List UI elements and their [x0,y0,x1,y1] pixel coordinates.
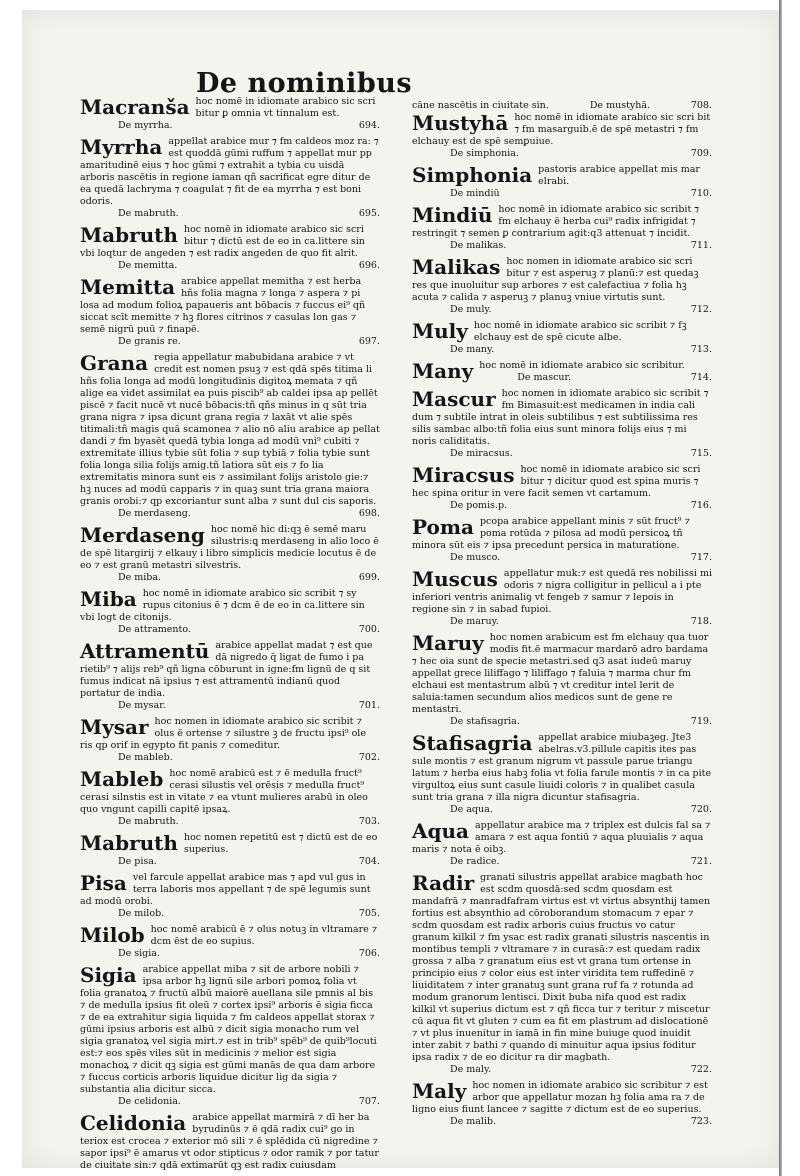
entry-text: hoc nomen repetitū est ⁊ dictū est de eo superius. [183,832,378,855]
entry-number: 710. [690,188,712,199]
cross-reference: De simphonia. [450,148,519,159]
entry-text: hoc nomē arabicū est ⁊ ē medulla fruct⁹ cerasi silustis vel orēsis ⁊ medulla fruct⁹ cerasi silnstis est in vitate ⁊ ea vtunt mulieres arabū in oleo quo vngunt capilli capitē ipsaꝝ. [80,768,368,815]
entry-number: 696. [358,260,380,271]
entry-body [412,732,712,804]
entry-headword: Macranša [80,95,190,119]
cross-reference: De muly. [450,304,492,315]
entry-body [80,588,380,624]
cross-reference: De mabruth. [118,208,179,219]
entry-footer [412,616,712,628]
entry-headword: Merdaseng [80,523,205,547]
entry-headword: Mustyhā [412,111,509,135]
entry-text: pcopa arabice appellant minis ⁊ sūt fruct⁹ ⁊ poma rotūda ⁊ pilosa ad modū persicoꝝ tñ minora sūt eis ⁊ ipsa precedunt persica in maturatione. [412,516,690,551]
entry-headword: Miba [80,587,137,611]
entry-body [80,872,380,908]
entry-body [412,112,712,148]
entry-headword: Stafisagria [412,731,533,755]
entry-text: hoc nomen in idiomate arabico sic scri bitur ⁊ est asperuꝫ ⁊ planū:⁊ est quedaꝫ res que inuoluitur sup arbores ⁊ est calefactiua ⁊ folia hꝫ acuta ⁊ calida ⁊ asperuꝫ ⁊ planuꝫ vniue virtutis sunt. [412,256,699,303]
cross-reference: De granis re. [118,336,181,347]
entry-headword: Sigia [80,963,137,987]
entry-text: hoc nomē in idiomate arabico sic scri bitur ⁊ dictū est de eo in ca.littere sin vbi loqtur de angeden ⁊ est radix angeden de quo fit alrit. [80,224,365,259]
entry-headword: Mindiū [412,203,493,227]
entry-text: hoc nomē in idiomate arabico sic scri bitur ꝑ omnia vt tinnalum est. [195,96,376,119]
entry-text: hoc nomē in idiomate arabico sic scri bitur ⁊ dicitur quod est spina muris ⁊ hec spina oritur in vere facit semen vt cartamum. [412,464,701,499]
entry-footer [80,336,380,348]
left-column [80,96,380,1176]
dictionary-entry [80,224,380,272]
cross-reference: De malib. [450,1116,497,1127]
cross-reference: De malikas. [450,240,507,251]
cross-reference: De sigia. [118,948,160,959]
dictionary-entry [80,832,380,868]
entry-text: arabice appellat miba ⁊ sit de arbore nobili ⁊ ipsa arbor hꝫ lignū sile arbori pomoꝝ folia vt folia granatoꝝ ⁊ fructū albū maiorē auellana sile pmnis al bis ⁊ de medulla ipsius fit oleū ⁊ cortex ipsi⁹ arboris ē sigia ficca ⁊ de ea extrahitur sigia liquida ⁊ fm caldeos appellat storax ⁊ gūmi ipsius arboris est albū ⁊ dicit sigia monacho rum vel sigia granatoꝝ vel sigia mirt.⁊ est in trib⁹ spēb⁹ de quib⁹locuti est:⁊ eos spēs viles sūt in medicinis ⁊ melior est sigia monachoꝝ ⁊ dicit qꝫ sigia est gūmi manās de qua dam arbore ⁊ fuccus corticis arboris liquidue dicitur lig da sigia ⁊ substantia alia dicitur sicca. [80,964,377,1095]
entry-footer [412,304,712,316]
dictionary-entry [80,716,380,764]
entry-body [80,832,380,856]
entry-body [412,568,712,616]
dictionary-entry [412,516,712,564]
cross-reference: De miracsus. [450,448,513,459]
entry-number: 702. [358,752,380,763]
entry-text: arabice appellat marmirā ⁊ dī her ba byrudinūs ⁊ ē qdā radix cui⁹ go in teriox est crocea ⁊ exterior mō sili ⁊ ē splēdida cū nigredine ⁊ sapor ipsi⁹ ē amarus vt odor stipticus ⁊ odor ramik ⁊ por tatur de ciuitate sin:⁊ qdā extimarūt qꝫ est radix cuiusdam [80,1112,379,1171]
cross-reference: De attramento. [118,624,191,635]
entry-footer [412,552,712,564]
entry-text: hoc nomē in idiomate arabico sic scribitur. [479,360,685,371]
entry-headword: Radir [412,871,475,895]
entry-body [412,204,712,240]
entry-headword: Grana [80,351,149,375]
entry-number: 695. [358,208,380,219]
entry-body [80,924,380,948]
entry-body [80,964,380,1096]
dictionary-entry [412,360,712,384]
entry-text: hoc nomē arabicū ē ⁊ olus notuꝫ in vltramare ⁊ dcm ēst de eo supius. [150,924,378,947]
entry-footer [80,508,380,520]
entry-number: 700. [358,624,380,635]
entry-footer [412,148,712,160]
cross-reference: De musco. [450,552,501,563]
entry-footer [80,208,380,220]
cross-reference: De pisa. [118,856,157,867]
entry-footer [80,260,380,272]
dictionary-entry [412,112,712,160]
dictionary-entry [80,768,380,828]
entry-number: 716. [690,500,712,511]
entry-number: 718. [690,616,712,627]
entry-body [412,820,712,856]
entry-body [80,352,380,508]
entry-number: 717. [690,552,712,563]
dictionary-entry [412,388,712,460]
dictionary-entry [80,640,380,712]
entry-text: appellat arabice miubaꝫeg. Jte3 abelras.v3.pillule capitis ites pas sule montis ⁊ est granum nigrum vt passule parue triangu latum ⁊ herba eius habꝫ folia vt folia farule montis ⁊ in ca pite virgultoꝝ eius sunt casule liuidi coloris ⁊ in qualibet casula sunt tria grana ⁊ illa nigra dicuntur stafisagria. [412,732,712,803]
page-header: De nominibus [196,68,413,99]
entry-text: arabice appellat madat ⁊ est que dā nigredo q̄ ligat de fumo i pa rietib⁹ ⁊ alijs reb⁹ qñ ligna cōburunt in igne:fm lignū de q sit fumus indicat nā ipsius ⁊ est attramentū indianū quod portatur de india. [80,640,373,699]
entry-text: appellatur muk:⁊ est quedā res nobilissi mi odoris ⁊ nigra colligitur in pellicul a i pte inferiori ventris animaliꝯ vt fengeb ⁊ samur ⁊ lepois in regione sin ⁊ in sabad fupioi. [412,568,713,615]
entry-body [412,164,712,188]
entry-body [80,1112,380,1172]
entry-number: 721. [690,856,712,867]
cross-reference: De many. [450,344,495,355]
entry-number: 707. [358,1096,380,1107]
entry-footer [80,624,380,636]
entry-body [412,388,712,448]
entry-text: hoc nomen in idiomate arabico sic scribit ⁊ olus ē ortense ⁊ silustre ꝫ de fructu ipsi⁹ ole ris qp orif in egypto fit panis ⁊ comeditur. [80,716,366,751]
entry-text: hoc nomē hic di:qꝫ ē semē maru silustris:ꝗ merdaseng in alio loco ē de spē litargirij ⁊ elkauy i libro simplicis medicie locutus ē de eo ⁊ est granū metastri silvestris. [80,524,379,571]
entry-footer [80,948,380,960]
entry-body [412,256,712,304]
cross-reference: De radice. [450,856,500,867]
entry-footer [412,448,712,460]
entry-headword: Maruy [412,631,484,655]
entry-text: pastoris arabice appellat mis mar elrabi. [538,164,700,187]
entry-footer [412,856,712,868]
entry-body [412,320,712,344]
entry-headword: Mableb [80,767,164,791]
entry-headword: Milob [80,923,145,947]
cross-reference: De mableb. [118,752,173,763]
dictionary-entry [80,352,380,520]
entry-footer [412,1116,712,1128]
entry-body [412,516,712,552]
entry-headword: Many [412,359,474,383]
entry-number: 720. [690,804,712,815]
entry-number: 723. [690,1116,712,1127]
entry-body [412,872,712,1064]
entry-number: 714. [690,372,712,383]
entry-footer [412,716,712,728]
cross-reference: De mabruth. [118,816,179,827]
dictionary-entry [412,320,712,356]
dictionary-entry [80,96,380,132]
entry-number: 713. [690,344,712,355]
entry-body [80,224,380,260]
cross-reference: De mindiū [450,188,500,199]
entry-footer [80,856,380,868]
dictionary-entry [80,1112,380,1172]
entry-text: hoc nomen arabicum est fm elchauy qua tuor modis fit.ē marmacur mardarō adro bardama ⁊ hec oia sunt de specie metastri.sed q3 asat iudeū maruy appellat grece liliffago ⁊ liliffago ⁊ faluia ⁊ marma chur fm elchaui est mentastrum albū ⁊ vt creditur intel lerit de saluia:tamen secundum alios medicos sunt de gene re mentastri. [412,632,709,715]
entry-text: hoc nomen in idiomate arabico sic scribitur ⁊ est arbor que appellatur mozan hꝫ folia ama ra ⁊ de ligno eius fiunt lancee ⁊ sagitte ⁊ dictum est de eo superius. [412,1080,708,1115]
entry-footer [412,188,712,200]
cross-reference: De memitta. [118,260,178,271]
dictionary-entry [80,588,380,636]
entry-footer [412,344,712,356]
dictionary-entry [412,820,712,868]
entry-text: granati silustris appellat arabice magbath hoc est scdm quosdā:sed scdm quosdam est mandafrā ⁊ manradfafram virtus est vt virtus absynthij tamen fortius est absynthio ad cōroborandum stomacum ⁊ epar ⁊ scdm quosdam est radix arboris cuius fructus vo catur granum kilkil ⁊ fm ysac est radix granati silustris nascentis in montibus templi ⁊ vltramare ⁊ in curasā:⁊ est quedam radix grossa ⁊ alba ⁊ granatum eius est vt grana tum ortense in principio eius ⁊ color eius est inter viridita tem ruffedinē ⁊ liuiditatem ⁊ inter granatuꝫ sunt grana ruf fa ⁊ rotunda ad modum granorum lentisci. Dixit buba nifa quod est radix kilkil vt superius dictum est ⁊ qñ ficca tur ⁊ teritur ⁊ miscetur cū aqua fit vt gluten ⁊ cum ea fit em plastrum ad dislocationē ⁊ vt plus inuenitur in iamā in fin mine buiuge quod inuidit inter zabit ⁊ bathi ⁊ quando di minuitur aqua ipsius foditur ipsa radix ⁊ de eo dicitur ra dir magbath. [412,872,711,1063]
cross-reference: De mascur. [517,372,572,383]
entry-headword: Muly [412,319,468,343]
dictionary-entry [80,136,380,220]
entry-body [80,96,380,120]
cross-reference: De stafisagria. [450,716,520,727]
right-column [412,100,712,1132]
cross-reference: De mustyhā. [589,100,651,111]
entry-footer [80,572,380,584]
dictionary-entry [80,924,380,960]
dictionary-entry [80,964,380,1108]
entry-footer [412,500,712,512]
entry-headword: Miracsus [412,463,515,487]
entry-body [412,632,712,716]
entry-number: 694. [358,120,380,131]
cross-reference: De merdaseng. [118,508,191,519]
entry-headword: Mysar [80,715,149,739]
entry-footer [80,120,380,132]
entry-body [80,136,380,208]
entry-number: 711. [690,240,712,251]
cross-reference: De maly. [450,1064,492,1075]
entry-number: 709. [690,148,712,159]
cross-reference: De milob. [118,908,165,919]
entry-text: vel farcule appellat arabice mas ⁊ apd vul gus in terra laboris mos appellant ⁊ de spē legumis sunt ad modū orobi. [80,872,371,907]
entry-footer [80,908,380,920]
entry-headword: Simphonia [412,163,533,187]
entry-text: hoc nomē in idiomate arabico sic scribit ⁊ fꝫ elchauy est de spē cicute albe. [473,320,687,343]
entry-footer [80,700,380,712]
entry-text: appellat arabice mur ⁊ fm caldeos moz ra: ⁊ est quoddā gūmi ruffum ⁊ appellat mur pp amaritudinē eius ⁊ hoc gūmi ⁊ extrahit a tybia cu uisdā arboris nascētis in regione iaman qñ sacrificat egre ditur de ea quedā lachryma ⁊ coagulat ⁊ fit de ea myrrha ⁊ est boni odoris. [80,136,379,207]
entry-body [80,276,380,336]
dictionary-entry [412,568,712,628]
entry-footer [80,816,380,828]
entry-text: appellatur arabice ma ⁊ triplex est dulcis fal sa ⁊ amara ⁊ est aqua fontiū ⁊ aqua pluuialis ⁊ aqua maris ⁊ nota ē oibꝫ. [412,820,711,855]
dictionary-entry [412,464,712,512]
entry-number: 701. [358,700,380,711]
entry-footer [412,1064,712,1076]
entry-footer [80,1096,380,1108]
entry-headword: Memitta [80,275,176,299]
entry-headword: Poma [412,515,474,539]
entry-number: 706. [358,948,380,959]
dictionary-entry [412,256,712,316]
dictionary-entry [80,872,380,920]
entry-number: 712. [690,304,712,315]
entry-body [80,640,380,700]
dictionary-entry [412,204,712,252]
entry-number: 697. [358,336,380,347]
cross-reference: De celidonia. [118,1096,181,1107]
entry-footer [412,804,712,816]
entry-footer [80,752,380,764]
entry-number: 704. [358,856,380,867]
cross-reference: De pomis.p. [450,500,508,511]
entry-headword: Pisa [80,871,127,895]
entry-body [80,524,380,572]
dictionary-entry [80,276,380,348]
entry-number: 705. [358,908,380,919]
entry-text: hoc nomen in idiomate arabico sic scribit ⁊ fm Bimasuit:est medicamen in india cali dum ⁊ subtile intrat in oleis subtilibus ⁊ est subtilissima res silis sambac albo:tñ folia eius sunt minora folijs eius ⁊ mi noris caliditatis. [412,388,709,447]
entry-text: regia appellatur mabubidana arabice ⁊ vt credit est nomen psuꝫ ⁊ est qdā spēs titima li hñs folia longa ad modū longitudinis digitoꝝ memata ⁊ qñ alige ea videt assimilat ea puis piscib⁹ ab caldei ipsa ap pellēt piscē ⁊ facit nucē vt nucē bōbacis:tñ qñs minus in q sūt tria grana nigra ⁊ ipsa dicunt grana regia ⁊ laxāt vt alie spēs titimali:tñ magis quā scamonea ⁊ alio nō aliu arabice ap pellat dandi ⁊ fm byasēt quedā tybia longa ad modū vni⁹ cubiti ⁊ extremitate illius tybie sūt folia ⁊ sup tybiā ⁊ folia tybie sunt folia longa silia folijs amig.tñ latiora sūt eis ⁊ fo lia extremitatis minora sunt eis ⁊ assimilant folijs aristolo gie:⁊ hꝫ nuces ad modū capparis ⁊ in quaꝫ sunt tria grana maiora granis orobi:⁊ qp excoriantur sunt alba ⁊ sunt dul cis saporis. [80,352,380,507]
entry-text: hoc nomē in idiomate arabico sic scribit ⁊ sy rupus citonius ē ⁊ dcm ē de eo in ca.littere sin vbi logt de citonijs. [80,588,365,623]
dictionary-entry [412,1080,712,1128]
entry-number: 703. [358,816,380,827]
cross-reference: De aqua. [450,804,493,815]
entry-headword: Malikas [412,255,501,279]
entry-number: 722. [690,1064,712,1075]
dictionary-entry [412,872,712,1076]
dictionary-entry [412,732,712,816]
entry-text: arabice appellat memitha ⁊ est herba hñs folia magna ⁊ longa ⁊ aspera ⁊ pi losa ad modum folioꝝ papaueris ant bōbacis ⁊ fuccus ei⁹ qñ siccat scīt memitte ⁊ hꝫ flores citrinos ⁊ casulas lon gas ⁊ semē nigrū puū ⁊ finapē. [80,276,366,335]
entry-number: 708. [690,100,712,111]
entry-headword: Celidonia [80,1111,187,1135]
cross-reference: De maruy. [450,616,499,627]
entry-body [80,716,380,752]
entry-headword: Attramentū [80,639,210,663]
entry-headword: Myrrha [80,135,163,159]
right-entries [412,112,712,1128]
cross-reference: De myrrha. [118,120,173,131]
entry-text: hoc nomē in idiomate arabico sic scri bit ⁊ fm masarguib.ē de spē metastri ⁊ fm elchauy est de spē semꝑuiue. [412,112,711,147]
entry-body [412,464,712,500]
continuation-line: cāne nascētis in ciuitate sin. [412,100,549,111]
page-edge [779,0,782,1176]
entry-headword: Mabruth [80,831,178,855]
entry-headword: Maly [412,1079,467,1103]
entry-headword: Muscus [412,567,498,591]
cross-reference: De miba. [118,572,162,583]
entry-headword: Aqua [412,819,470,843]
dictionary-entry [412,164,712,200]
entry-number: 715. [690,448,712,459]
cross-reference: De mysar. [118,700,166,711]
entry-number: 698. [358,508,380,519]
dictionary-entry [80,524,380,584]
continuation-text [412,100,712,112]
entry-number: 699. [358,572,380,583]
dictionary-entry [412,632,712,728]
entry-footer [412,240,712,252]
entry-body [412,1080,712,1116]
entry-headword: Mascur [412,387,496,411]
entry-number: 719. [690,716,712,727]
entry-headword: Mabruth [80,223,178,247]
entry-body [80,768,380,816]
entry-text: hoc nomē in idiomate arabico sic scribit ⁊ fm elchauy ē herba cui⁹ radix infrigidat ⁊ restringit ⁊ semen ꝑ contrarium agit:q3 attenuat ⁊ incidit. [412,204,700,239]
